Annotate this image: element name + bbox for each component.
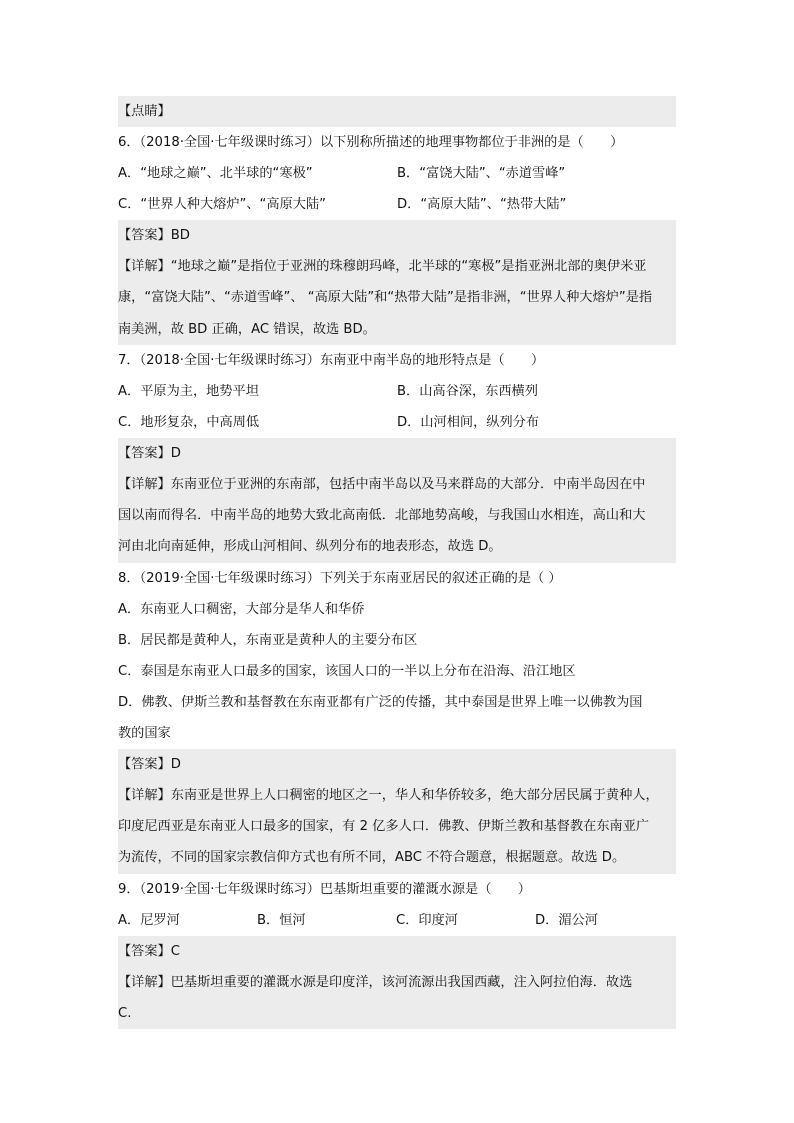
question-7	[118, 345, 676, 563]
analysis-line: 【详解】巴基斯坦重要的灌溉水源是印度洋，该河流源出我国西藏，注入阿拉伯海．故选	[118, 974, 633, 990]
analysis-line: 【详解】“地球之巅”是指位于亚洲的珠穆朗玛峰，北半球的“寒极”是指亚洲北部的奥伊米亚	[118, 259, 647, 274]
answer-label: 【答案】C	[118, 943, 180, 959]
answer-label: 【答案】D	[118, 756, 181, 772]
analysis-line: C.	[118, 1005, 132, 1021]
option-a: A．尼罗河	[118, 912, 180, 928]
analysis-line: 【详解】东南亚位于亚洲的东南部，包括中南半岛以及马来群岛的大部分．中南半岛因在中	[118, 476, 646, 492]
question-8	[118, 563, 676, 874]
analysis-line: 康，“富饶大陆”、“赤道雪峰”、 “高原大陆”和“热带大陆”是指非洲，“世界人种大熔炉”是指	[118, 290, 653, 306]
analysis-line: 河由北向南延伸，形成山河相间、纵列分布的地表形态，故选 D。	[118, 539, 502, 555]
option-row	[118, 158, 676, 189]
question-stem: 7．（2018·全国·七年级课时练习）东南亚中南半岛的地形特点是（ ）	[118, 352, 545, 368]
option-c: C．印度河	[396, 912, 458, 928]
option-c: C．泰国是东南亚人口最多的国家，该国人口的一半以上分布在沿海、沿江地区	[118, 663, 576, 679]
option-row	[118, 407, 676, 438]
answer-label: 【答案】BD	[118, 228, 190, 243]
answer-label: 【答案】D	[118, 445, 181, 461]
analysis-line: 南美洲，故 BD 正确，AC 错误，故选 BD。	[118, 321, 376, 337]
analysis-line: 为流传，不同的国家宗教信仰方式也有所不同，ABC 不符合题意，根据题意。故选 D。	[118, 850, 626, 866]
answer-block	[118, 220, 676, 345]
option-a: A．平原为主，地势平坦	[118, 383, 259, 399]
option-d: D．“高原大陆”、“热带大陆”	[397, 197, 567, 212]
analysis-line: 印度尼西亚是东南亚人口最多的国家，有 2 亿多人口．佛教、伊斯兰教和基督教在东南亚广	[118, 819, 650, 835]
option-row	[118, 376, 676, 407]
option-d: D．湄公河	[535, 912, 598, 928]
answer-block	[118, 936, 676, 1030]
answer-block	[118, 438, 676, 563]
document-page	[118, 96, 676, 1029]
question-6	[118, 127, 676, 345]
question-9	[118, 874, 676, 1030]
option-b: B．恒河	[257, 912, 306, 928]
option-row	[118, 905, 676, 936]
answer-block	[118, 749, 676, 874]
option-b: B．“富饶大陆”、“赤道雪峰”	[397, 166, 566, 181]
option-d-continued: 教的国家	[118, 725, 171, 741]
option-b: B．山高谷深，东西横列	[397, 383, 538, 399]
option-c: C．“世界人种大熔炉”、“高原大陆”	[118, 197, 326, 212]
option-a: A．东南亚人口稠密，大部分是华人和华侨	[118, 601, 365, 617]
option-a: A．“地球之巅”、北半球的“寒极”	[118, 166, 313, 181]
option-c: C．地形复杂，中高周低	[118, 414, 260, 430]
analysis-line: 国以南而得名．中南半岛的地势大致北高南低．北部地势高峻，与我国山水相连，高山和大	[118, 508, 646, 524]
option-row	[118, 189, 676, 220]
option-d: D．佛教、伊斯兰教和基督教在东南亚都有广泛的传播，其中泰国是世界上唯一以佛教为国	[118, 694, 643, 710]
option-d: D．山河相间，纵列分布	[397, 414, 540, 430]
question-stem: 6．（2018·全国·七年级课时练习）以下别称所描述的地理事物都位于非洲的是（ ）	[118, 135, 624, 150]
dianjing-label: 【点睛】	[118, 96, 676, 127]
option-b: B．居民都是黄种人，东南亚是黄种人的主要分布区	[118, 632, 418, 648]
analysis-line: 【详解】东南亚是世界上人口稠密的地区之一，华人和华侨较多，绝大部分居民属于黄种人，	[118, 787, 659, 803]
question-stem: 8．（2019·全国·七年级课时练习）下列关于东南亚居民的叙述正确的是（ ）	[118, 570, 562, 586]
question-stem: 9．（2019·全国·七年级课时练习）巴基斯坦重要的灌溉水源是（ ）	[118, 881, 531, 897]
